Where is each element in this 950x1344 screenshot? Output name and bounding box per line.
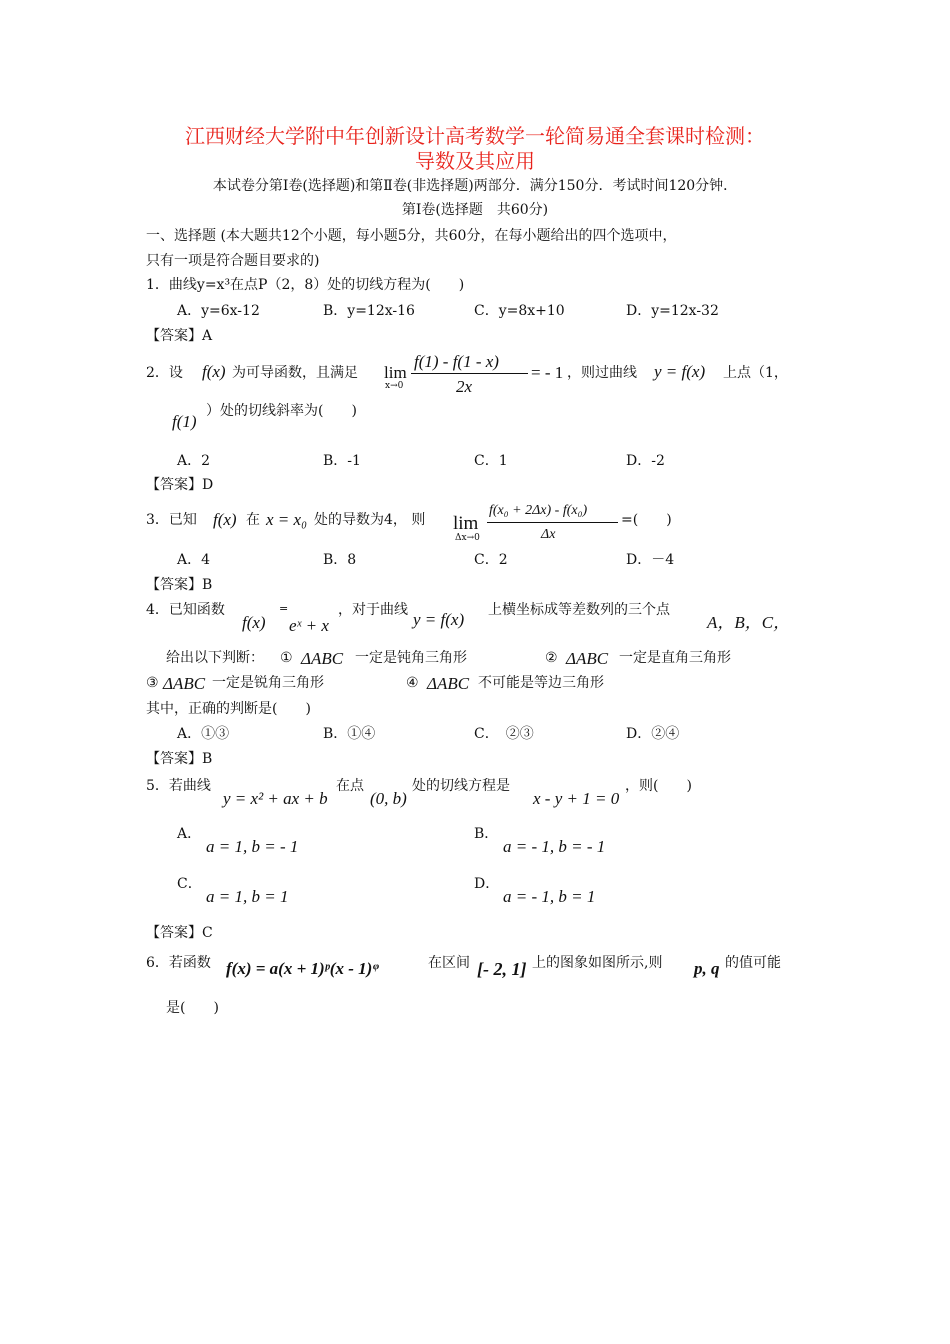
question-3-option-d: D．－4 [626,552,675,568]
question-2-fraction-bar [411,373,528,374]
question-1-stem: 1．曲线y=x³在点P（2，8）处的切线方程为( ) [146,277,465,293]
document-title-line2: 导数及其应用 [415,149,535,173]
question-2-text-4: ）处的切线斜率为( ) [206,403,357,419]
question-5-answer: 【答案】C [146,925,213,941]
question-4-fx: f(x) [242,613,266,632]
question-3-text-3: =( ) [621,512,672,528]
question-3-prefix: 3．已知 [146,512,197,528]
question-3-denominator: Δx [541,527,556,542]
question-3-option-a: A．4 [177,552,211,568]
question-1-answer: 【答案】A [146,328,213,344]
section-heading-line2: 只有一项是符合题目要求的) [146,253,320,269]
question-4-text-2: 上横坐标成等差数列的三个点 [488,602,670,618]
part-one-heading: 第Ⅰ卷(选择题 共60分) [401,202,549,218]
question-6-function: f(x) = a(x + 1)ᵖ(x - 1)ᵠ [226,959,379,978]
question-5-point: (0, b) [370,789,407,808]
document-title-line1: 江西财经大学附中年创新设计高考数学一轮简易通全套课时检测： [185,124,765,148]
question-1-option-b: B．y=12x-16 [323,303,415,319]
question-4-points: A，B，C， [707,613,791,632]
question-4-option-d: D．②④ [626,726,680,742]
question-4-option-b: B．①④ [323,726,376,742]
question-4-text-1: ，对于曲线 [338,602,408,618]
judgement-4-text: 不可能是等边三角形 [478,675,604,691]
question-5-text-2: 处的切线方程是 [412,778,510,794]
question-1-option-a: A．y=6x-12 [177,303,260,319]
question-2-prefix: 2．设 [146,365,183,381]
judgement-1-mark: ① [280,650,293,666]
question-1-option-c: C．y=8x+10 [474,303,565,319]
question-6-text-2: 上的图象如图所示,则 [532,955,663,971]
question-2-option-a: A．2 [177,453,211,469]
question-4-judge-intro: 给出以下判断： [166,650,264,666]
question-3-fx: f(x) [213,510,237,529]
judgement-3-text: 一定是锐角三角形 [212,675,324,691]
question-2-answer: 【答案】D [146,477,214,493]
question-2-text-1: 为可导函数，且满足 [232,365,358,381]
question-3-option-b: B．8 [323,552,357,568]
question-4-exponential: eˣ + x [289,616,329,635]
question-3-text-2: 处的导数为4， 则 [314,512,426,528]
judgement-1-triangle: ΔABC [301,649,344,668]
question-2-numerator: f(1) - f(1 - x) [414,352,499,371]
question-6-prefix: 6．若函数 [146,955,211,971]
question-3-option-c: C．2 [474,552,508,568]
question-6-text-3: 的值可能 [725,955,781,971]
question-5-option-c-label: C． [177,876,202,892]
question-5-text-3: ，则( ) [625,778,692,794]
question-5-option-b-value: a = - 1, b = - 1 [503,837,606,856]
judgement-2-mark: ② [545,650,558,666]
question-1-option-d: D．y=12x-32 [626,303,719,319]
question-2-option-b: B．-1 [323,453,361,469]
question-6-pq: p, q [694,959,720,978]
question-6-text-1: 在区间 [428,955,470,971]
question-5-text-1: 在点 [336,778,364,794]
question-2-option-d: D．-2 [626,453,665,469]
question-5-option-d-label: D． [474,876,500,892]
question-2-text-2: ，则过曲线 [567,365,637,381]
question-5-option-d-value: a = - 1, b = 1 [503,887,596,906]
question-2-curve: y = f(x) [654,362,706,381]
question-4-option-c: C． ②③ [474,726,534,742]
question-2-option-c: C．1 [474,453,508,469]
question-5-curve: y = x² + ax + b [223,789,328,808]
judgement-1-text: 一定是钝角三角形 [355,650,467,666]
question-3-lim: lim [453,513,479,534]
judgement-2-triangle: ΔABC [566,649,609,668]
question-5-option-a-value: a = 1, b = - 1 [206,837,299,856]
question-3-text-1: 在 [246,512,260,528]
judgement-2-text: 一定是直角三角形 [619,650,731,666]
section-heading-line1: 一、选择题 (本大题共12个小题，每小题5分，共60分，在每小题给出的四个选项中， [146,228,677,244]
question-2-lim: lim [384,363,407,382]
exam-instructions: 本试卷分第Ⅰ卷(选择题)和第Ⅱ卷(非选择题)两部分．满分150分．考试时间120分钟． [212,178,738,194]
question-3-lim-sub: Δx→0 [455,533,480,543]
judgement-4-mark: ④ [406,675,419,691]
question-3-numerator: f(x₀ + 2Δx) - f(x₀) [489,503,588,518]
question-2-fx: f(x) [202,362,226,381]
question-4-which: 其中，正确的判断是( ) [146,701,311,717]
question-4-curve: y = f(x) [413,610,465,629]
question-4-prefix: 4．已知函数 [146,602,225,618]
question-5-option-b-label: B． [474,826,499,842]
question-3-fraction-bar [487,522,618,523]
question-5-option-a-label: A． [177,826,202,842]
question-3-x0: x = x₀ [266,510,307,529]
question-4-option-a: A．①③ [177,726,230,742]
question-2-rhs: = - 1 [531,363,564,382]
question-4-answer: 【答案】B [146,751,213,767]
judgement-4-triangle: ΔABC [427,674,470,693]
question-2-denominator: 2x [456,377,473,396]
question-2-text-3: 上点（1， [723,365,788,381]
question-5-option-c-value: a = 1, b = 1 [206,887,289,906]
judgement-3-mark: ③ [146,675,159,691]
question-4-equals: = [279,602,289,615]
question-5-prefix: 5．若曲线 [146,778,211,794]
question-5-line: x - y + 1 = 0 [533,789,620,808]
question-3-answer: 【答案】B [146,577,213,593]
judgement-3-triangle: ΔABC [163,674,206,693]
question-6-text-4: 是( ) [166,1000,219,1016]
question-2-lim-sub: x→0 [385,381,404,391]
question-6-interval: [- 2, 1] [477,959,527,979]
question-2-f1: f(1) [172,412,197,431]
